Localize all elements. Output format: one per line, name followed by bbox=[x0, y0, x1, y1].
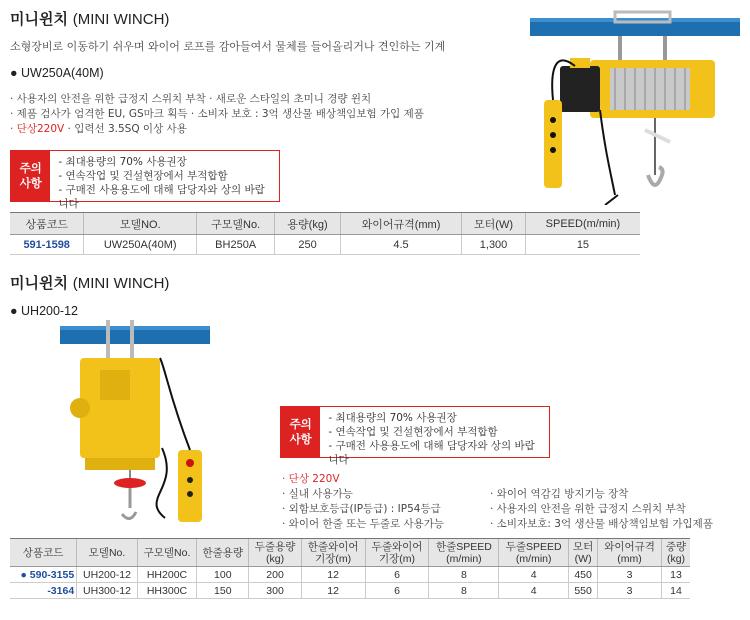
section2-model: ● UH200-12 bbox=[10, 304, 78, 318]
table-cell: 8 bbox=[429, 567, 499, 583]
table-cell: 3 bbox=[598, 583, 662, 599]
col-header: 한줄와이어 기장(m) bbox=[301, 539, 365, 567]
table-cell: 100 bbox=[197, 567, 249, 583]
table-cell: 6 bbox=[365, 583, 429, 599]
table-cell: 300 bbox=[249, 583, 301, 599]
table-cell: 1,300 bbox=[462, 235, 526, 255]
section1-features bbox=[10, 92, 510, 137]
col-header: SPEED(m/min) bbox=[525, 213, 640, 235]
table-cell: UH200-12 bbox=[77, 567, 138, 583]
section2-spec-table bbox=[10, 538, 690, 599]
table-cell: HH300C bbox=[137, 583, 196, 599]
section1-caution-box bbox=[10, 150, 280, 210]
table-cell: 4 bbox=[499, 567, 569, 583]
col-header: 상품코드 bbox=[10, 539, 77, 567]
caution-label: 주의 사항 bbox=[11, 151, 50, 201]
section2-features-right: · 와이어 역감김 방지기능 장착 · 사용자의 안전을 위한 급정지 스위치 부착 · 소비자보호: 3억 생산물 배상책임보험 가입제품 bbox=[490, 488, 713, 530]
section1-model: ● UW250A(40M) bbox=[10, 66, 104, 80]
col-header: 두줄용량 (kg) bbox=[249, 539, 301, 567]
feature-line: · 사용자의 안전을 위한 급정지 스위치 부착 · 새로운 스타일의 초미니 경량 윈치 bbox=[10, 93, 372, 105]
section2-caution-box bbox=[280, 406, 550, 466]
feature-line: · 단상220V · 입력선 3.5SQ 이상 사용 bbox=[10, 123, 187, 135]
section1-spec-table bbox=[10, 212, 640, 255]
section2-title: 미니윈치 (MINI WINCH) bbox=[10, 274, 170, 292]
col-header: 구모델No. bbox=[197, 213, 275, 235]
winch-uw250a-image bbox=[530, 10, 740, 205]
table-cell: 13 bbox=[662, 567, 691, 583]
product-code: ● 590-3155 bbox=[10, 567, 77, 583]
table-cell: 8 bbox=[429, 583, 499, 599]
col-header: 모델No. bbox=[77, 539, 138, 567]
table-cell: UW250A(40M) bbox=[84, 235, 197, 255]
section1-description: 소형장비로 이동하기 쉬우며 와이어 로프를 감아들여서 물체를 들어올리거나 견인하는 기계 bbox=[10, 40, 446, 53]
table-row bbox=[10, 583, 690, 599]
caution-label: 주의 사항 bbox=[281, 407, 320, 457]
section2-features-left: · 실내 사용가능 · 외함보호등급(IP등급) : IP54등급 · 와이어 한줄 또는 두줄로 사용가능 bbox=[282, 488, 445, 530]
table-cell: 4 bbox=[499, 583, 569, 599]
table-cell: 250 bbox=[275, 235, 340, 255]
winch-uh200-image bbox=[60, 318, 235, 528]
table-row bbox=[10, 567, 690, 583]
table-cell: 450 bbox=[569, 567, 598, 583]
col-header: 와이어규격 (mm) bbox=[598, 539, 662, 567]
col-header: 중량 (kg) bbox=[662, 539, 691, 567]
col-header: 두줄와이어 기장(m) bbox=[365, 539, 429, 567]
product-code: -3164 bbox=[10, 583, 77, 599]
table-cell: 4.5 bbox=[340, 235, 461, 255]
table-cell: HH200C bbox=[137, 567, 196, 583]
col-header: 한줄용량 bbox=[197, 539, 249, 567]
col-header: 모터 (W) bbox=[569, 539, 598, 567]
table-cell: 15 bbox=[525, 235, 640, 255]
feature-line: · 제품 검사가 엄격한 EU, GS마크 획득 · 소비자 보호 : 3억 생산물 배상책임보험 가입 제품 bbox=[10, 108, 424, 120]
table-cell: 3 bbox=[598, 567, 662, 583]
table-cell: UH300-12 bbox=[77, 583, 138, 599]
col-header: 한줄SPEED (m/min) bbox=[429, 539, 499, 567]
col-header: 와이어규격(mm) bbox=[340, 213, 461, 235]
product-code: 591-1598 bbox=[10, 235, 84, 255]
table-cell: 12 bbox=[301, 567, 365, 583]
table-cell: 12 bbox=[301, 583, 365, 599]
col-header: 두줄SPEED (m/min) bbox=[499, 539, 569, 567]
table-cell: 150 bbox=[197, 583, 249, 599]
table-cell: 200 bbox=[249, 567, 301, 583]
table-cell: BH250A bbox=[197, 235, 275, 255]
col-header: 용량(kg) bbox=[275, 213, 340, 235]
col-header: 구모델No. bbox=[137, 539, 196, 567]
section2-power-spec: · 단상 220V bbox=[282, 473, 340, 485]
col-header: 모델NO. bbox=[84, 213, 197, 235]
table-cell: 6 bbox=[365, 567, 429, 583]
table-cell: 14 bbox=[662, 583, 691, 599]
caution-text: - 최대용량의 70% 사용권장 - 연속작업 및 건설현장에서 부적합함 - 구매전 사용용도에 대해 담당자와 상의 바랍니다 bbox=[58, 156, 265, 210]
col-header: 모터(W) bbox=[462, 213, 526, 235]
table-row bbox=[10, 235, 640, 255]
col-header: 상품코드 bbox=[10, 213, 84, 235]
section1-title: 미니윈치 (MINI WINCH) bbox=[10, 10, 170, 28]
table-cell: 550 bbox=[569, 583, 598, 599]
caution-text: - 최대용량의 70% 사용권장 - 연속작업 및 건설현장에서 부적합함 - 구매전 사용용도에 대해 담당자와 상의 바랍니다 bbox=[328, 412, 535, 466]
